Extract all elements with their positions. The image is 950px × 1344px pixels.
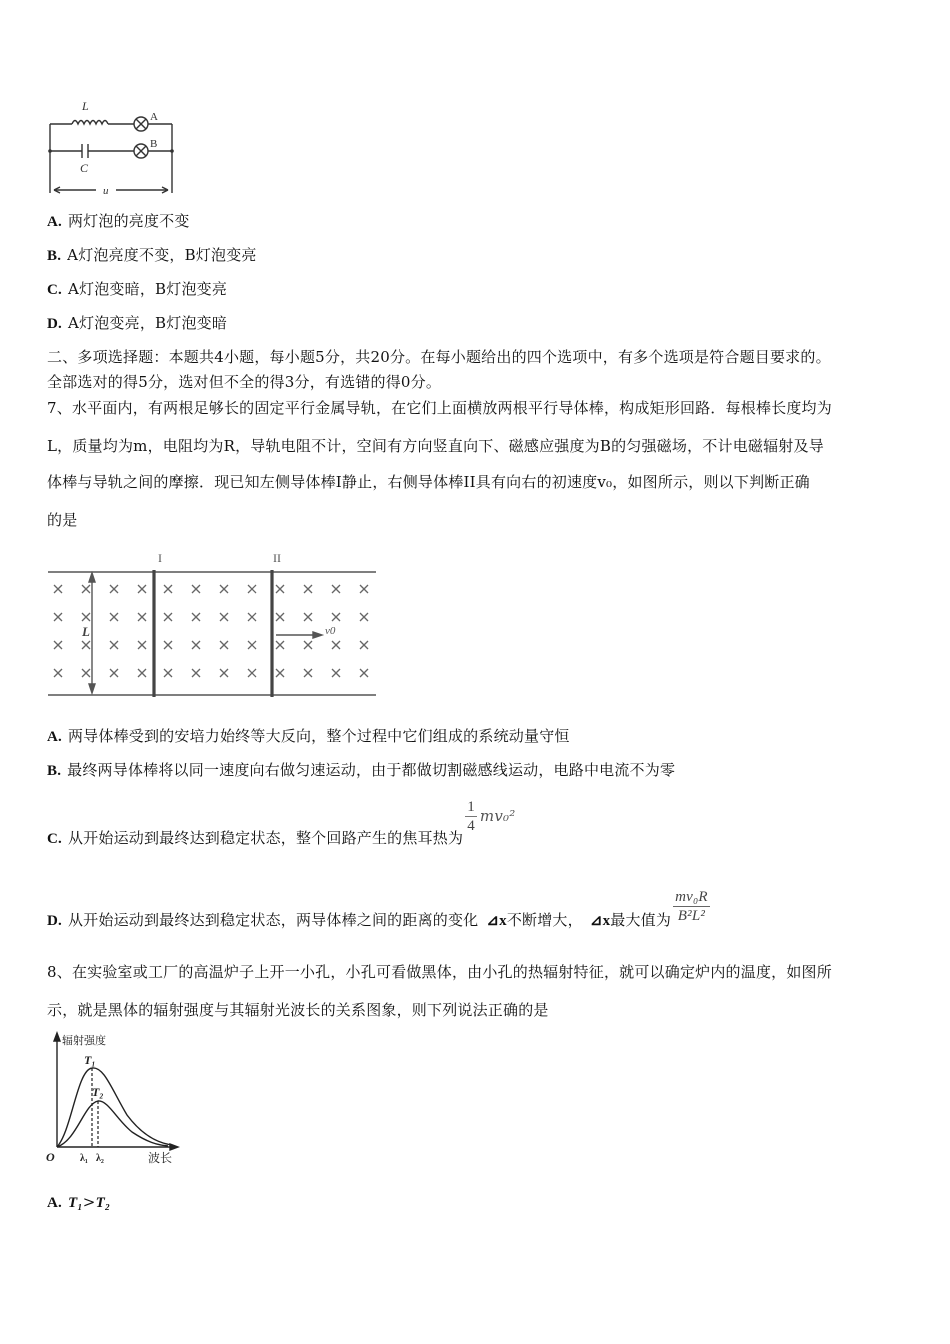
option-text: 从开始运动到最终达到稳定状态，两导体棒之间的距离的变化: [67, 910, 479, 929]
curve-t2-label: T₂: [92, 1085, 104, 1099]
lamp-b-label: B: [150, 138, 158, 150]
blackbody-radiation-graph: [42, 1030, 187, 1170]
option-letter: B.: [47, 248, 62, 264]
q7-stem-line2: L，质量均为m，电阻均为R，导轨电阻不计，空间有方向竖直向下、磁感应强度为B的匀强磁场，不计电磁辐射及导: [47, 437, 824, 455]
q7-stem-line1: 7、水平面内，有两根足够长的固定平行金属导轨，在它们上面横放两根平行导体棒，构成矩形回路．每根棒长度均为: [47, 399, 832, 417]
rod-ii-label: II: [273, 551, 281, 565]
q7-stem-line3: 体棒与导轨之间的摩擦．现已知左侧导体棒I静止，右侧导体棒II具有向右的初速度v₀，如图所示，则以下判断正确: [47, 473, 810, 491]
delta-x-symbol: ⊿x: [486, 912, 507, 929]
option-letter: C.: [47, 830, 62, 847]
origin-label: O: [46, 1150, 55, 1164]
option-text: A灯泡变暗，B灯泡变亮: [67, 280, 228, 298]
joule-heat-formula: $\frac{1}{4}$: [467, 799, 475, 834]
rod-i-label: I: [158, 551, 162, 565]
section-instructions: 全部选对的得5分，选对但不全的得3分，有选错的得0分。: [47, 373, 442, 391]
q7-option-d[interactable]: [47, 876, 710, 929]
option-text: A灯泡亮度不变，B灯泡变亮: [67, 246, 257, 264]
delta-x-symbol: ⊿x: [589, 912, 611, 929]
t2-symbol: T₂: [95, 1195, 111, 1211]
option-letter: D.: [47, 316, 62, 332]
x-axis-label: 波长: [148, 1151, 173, 1165]
q7-option-b[interactable]: [47, 761, 675, 780]
q6-option-c[interactable]: [47, 280, 227, 299]
option-text: 两灯泡的亮度不变: [67, 212, 190, 230]
t1-symbol: T₁: [67, 1195, 83, 1211]
curve-t1-label: T₁: [84, 1053, 96, 1067]
section-heading: 二、多项选择题：本题共4小题，每小题5分，共20分。在每小题给出的四个选项中，有多个选项是符合题目要求的。: [47, 348, 831, 366]
option-letter: C.: [47, 282, 62, 298]
q7-option-a[interactable]: [47, 727, 570, 746]
option-letter: B.: [47, 763, 62, 779]
q8-option-a[interactable]: [47, 1193, 110, 1212]
velocity-label: v0: [325, 625, 336, 637]
lambda1-label: λ₁: [80, 1153, 88, 1164]
q6-option-a[interactable]: [47, 212, 190, 231]
q7-option-c[interactable]: [47, 794, 516, 847]
q6-option-d[interactable]: [47, 314, 227, 333]
q8-stem-line1: 8、在实验室或工厂的高温炉子上开一小孔，小孔可看做黑体，由小孔的热辐射特征，就可以确定炉内的温度，如图所: [47, 963, 832, 981]
capacitor-label: C: [80, 161, 89, 175]
option-text: 两导体棒受到的安培力始终等大反向，整个过程中它们组成的系统动量守恒: [67, 727, 570, 745]
q7-stem-line4: 的是: [47, 511, 78, 529]
option-text: 最终两导体棒将以同一速度向右做匀速运动，由于都做切割磁感线运动，电路中电流不为零: [67, 761, 676, 779]
option-text: 从开始运动到最终达到稳定状态，整个回路产生的焦耳热为: [67, 828, 464, 847]
inductor-label: L: [82, 99, 89, 113]
y-axis-label: 辐射强度: [62, 1034, 106, 1047]
max-distance-formula: $\frac{\text{mv₀R}}{\text{B²L²}}$: [675, 889, 708, 924]
length-label: L: [82, 624, 90, 639]
option-letter: A.: [47, 729, 62, 745]
option-text-after: 最大值为: [610, 910, 672, 929]
option-text: A灯泡变亮，B灯泡变暗: [67, 314, 228, 332]
option-text-mid: 不断增大，: [506, 910, 583, 929]
option-letter: D.: [47, 912, 62, 929]
rails-magnetic-field-diagram: [44, 545, 379, 700]
option-letter: A.: [47, 1195, 62, 1211]
voltage-label: u: [103, 185, 109, 196]
circuit-diagram: [44, 96, 179, 196]
q6-option-b[interactable]: [47, 246, 257, 265]
q8-stem-line2: 示，就是黑体的辐射强度与其辐射光波长的关系图象，则下列说法正确的是: [47, 1001, 549, 1019]
comparison-operator: >: [82, 1193, 96, 1211]
lambda2-label: λ₂: [96, 1153, 104, 1164]
formula-expression: mv₀²: [479, 806, 516, 825]
option-letter: A.: [47, 214, 62, 230]
lamp-a-label: A: [150, 111, 158, 123]
